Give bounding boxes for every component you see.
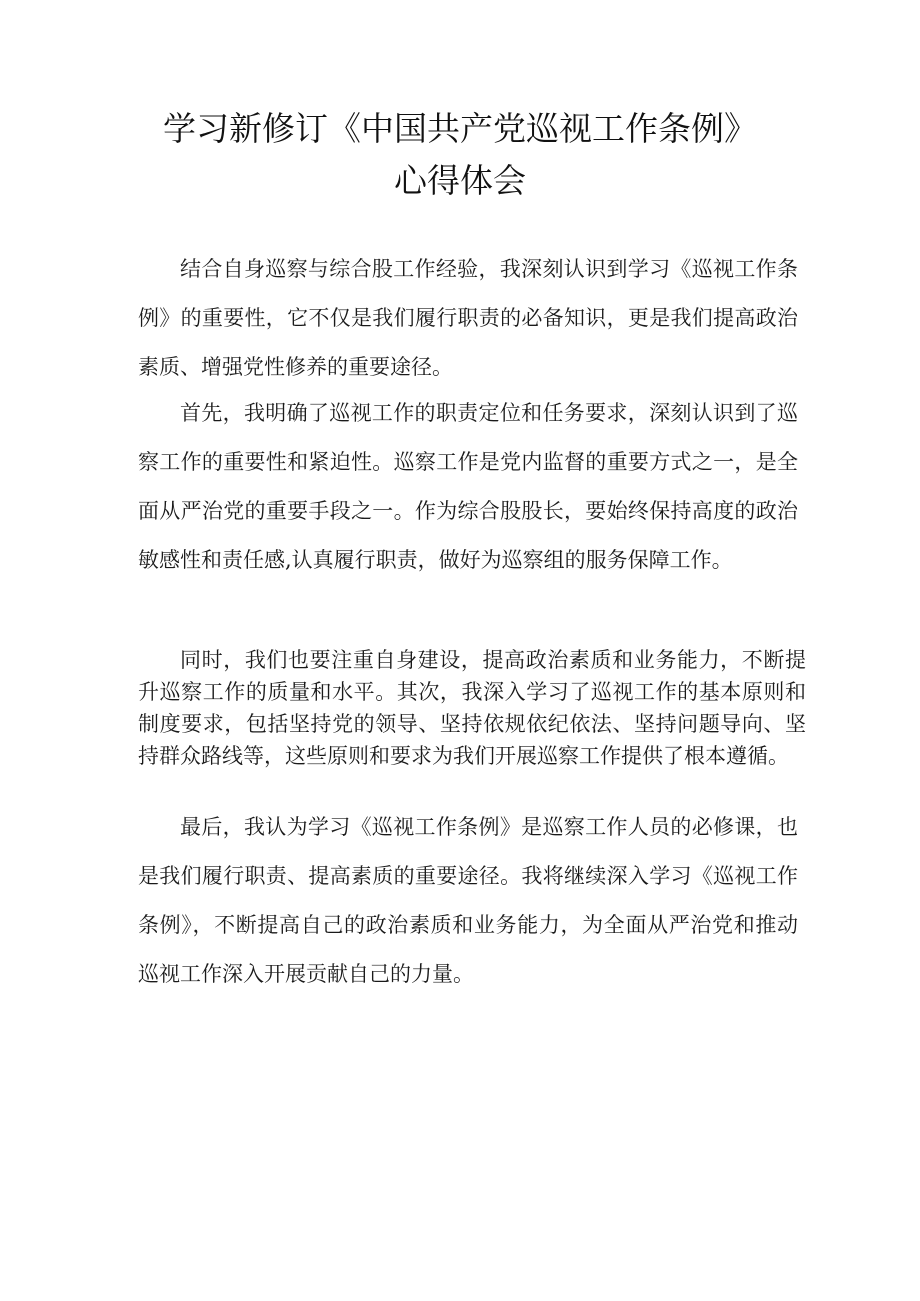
paragraph-1: 结合自身巡察与综合股工作经验，我深刻认识到学习《巡视工作条例》的重要性，它不仅是我们履行职责的必备知识，更是我们提高政治素质、增强党性修养的重要途径。 [138,257,798,379]
title-line-2: 心得体会 [394,161,526,200]
paragraph-2: 首先，我明确了巡视工作的职责定位和任务要求，深刻认识到了巡察工作的重要性和紧迫性。巡察工作是党内监督的重要方式之一，是全面从严治党的重要手段之一。作为综合股股长，要始终保持高度的政治敏感性和责任感,认真履行职责，做好为巡察组的服务保障工作。 [138,401,798,572]
document-title [0,103,920,207]
paragraph-3: 同时，我们也要注重自身建设，提高政治素质和业务能力，不断提升巡察工作的质量和水平。其次，我深入学习了巡视工作的基本原则和制度要求，包括坚持党的领导、坚持依规依纪依法、坚持问题导向、坚持群众路线等，这些原则和要求为我们开展巡察工作提供了根本遵循。 [138,648,806,768]
paragraph-4: 最后，我认为学习《巡视工作条例》是巡察工作人员的必修课，也是我们履行职责、提高素质的重要途径。我将继续深入学习《巡视工作条例》，不断提高自己的政治素质和业务能力，为全面从严治党和推动巡视工作深入开展贡献自己的力量。 [138,815,798,986]
title-line-1: 学习新修订《中国共产党巡视工作条例》 [163,109,757,148]
